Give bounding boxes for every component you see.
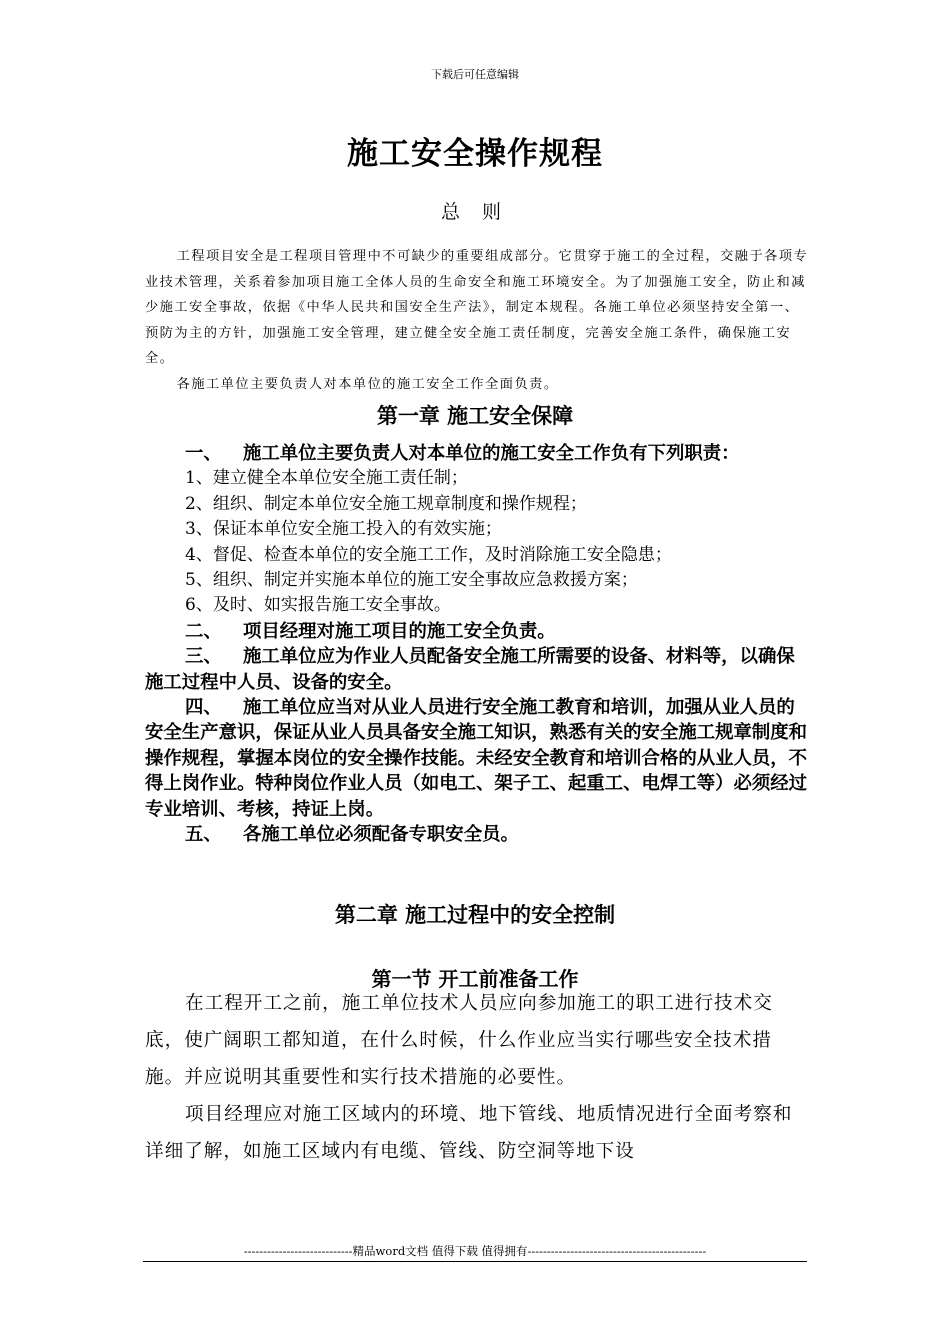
clause-text: 项目经理对施工项目的施工安全负责。 [243,620,556,642]
duty-item: 6、及时、如实报告施工安全事故。 [185,595,451,616]
intro-section [145,244,810,398]
duty-item: 1、建立健全本单位安全施工责任制； [185,468,468,489]
chapter-1-body [145,441,810,848]
clause-marker: 一、 [185,443,222,464]
clause-2 [145,619,810,644]
clause-marker: 二、 [185,620,222,642]
chapter-1-heading: 第一章 施工安全保障 [376,404,574,428]
clause-marker: 三、 [185,646,222,668]
section-paragraph: 项目经理应对施工区域内的环境、地下管线、地质情况进行全面考察和详细了解，如施工区域内有电缆、管线、防空洞等地下设 [145,1104,793,1162]
clause-text: 各施工单位必须配备专职安全员。 [243,824,519,846]
general-provisions-heading: 总 则 [440,201,510,223]
duty-item: 2、组织、制定本单位安全施工规章制度和操作规程； [185,493,587,514]
header-note: 下载后可任意编辑 [431,68,519,81]
clause-marker: 五、 [185,824,222,846]
document-title: 施工安全操作规程 [347,136,603,172]
clause-1 [145,441,810,466]
clause-5 [145,822,810,847]
section-1-heading: 第一节 开工前准备工作 [371,967,579,991]
clause-text: 施工单位应为作业人员配备安全施工所需要的设备、材料等，以确保施工过程中人员、设备的安全。 [145,646,795,693]
clause-marker: 四、 [185,697,222,719]
duty-item: 4、督促、检查本单位的安全施工工作，及时消除施工安全隐患； [185,544,672,565]
clause-text: 施工单位应当对从业人员进行安全施工教育和培训，加强从业人员的安全生产意识，保证从业人员具备安全施工知识，熟悉有关的安全施工规章制度和操作规程，掌握本岗位的安全操作技能。未经安全教育和培训合格的从业人员，不得上岗作业。特种岗位作业人员（如电工、架子工、起重工、电焊工等）必须经过专业培训、考核，持证上岗。 [145,697,808,820]
chapter-2-heading: 第二章 施工过程中的安全控制 [334,903,616,927]
intro-paragraph: 各施工单位主要负责人对本单位的施工安全工作全面负责。 [176,376,559,392]
clause-4 [145,695,810,822]
clause-text: 施工单位主要负责人对本单位的施工安全工作负有下列职责： [243,443,740,464]
section-paragraph: 在工程开工之前，施工单位技术人员应向参加施工的职工进行技术交底，使广阔职工都知道，在什么时候，什么作业应当实行哪些安全技术措施。并应说明其重要性和实行技术措施的必要性。 [145,993,773,1088]
clause-3 [145,644,810,695]
duty-item: 5、组织、制定并实施本单位的施工安全事故应急救援方案； [185,570,638,591]
section-1-body [145,985,810,1170]
duty-item: 3、保证本单位安全施工投入的有效实施； [185,519,502,540]
intro-paragraph: 工程项目安全是工程项目管理中不可缺少的重要组成部分。它贯穿于施工的全过程，交融于各项专业技术管理，关系着参加项目施工全体人员的生命安全和施工环境安全。为了加强施工安全，防止和减少施工安全事故，依据《中华人民共和国安全生产法》，制定本规程。各施工单位必须坚持安全第一、预防为主的方针，加强施工安全管理，建立健全安全施工责任制度，完善安全施工条件，确保施工安全。 [145,249,809,367]
footer-divider [143,1261,807,1262]
footer-text: ----------------------------精品word文档 值得下载 值得拥有---------------------------------------------- [243,1244,707,1258]
